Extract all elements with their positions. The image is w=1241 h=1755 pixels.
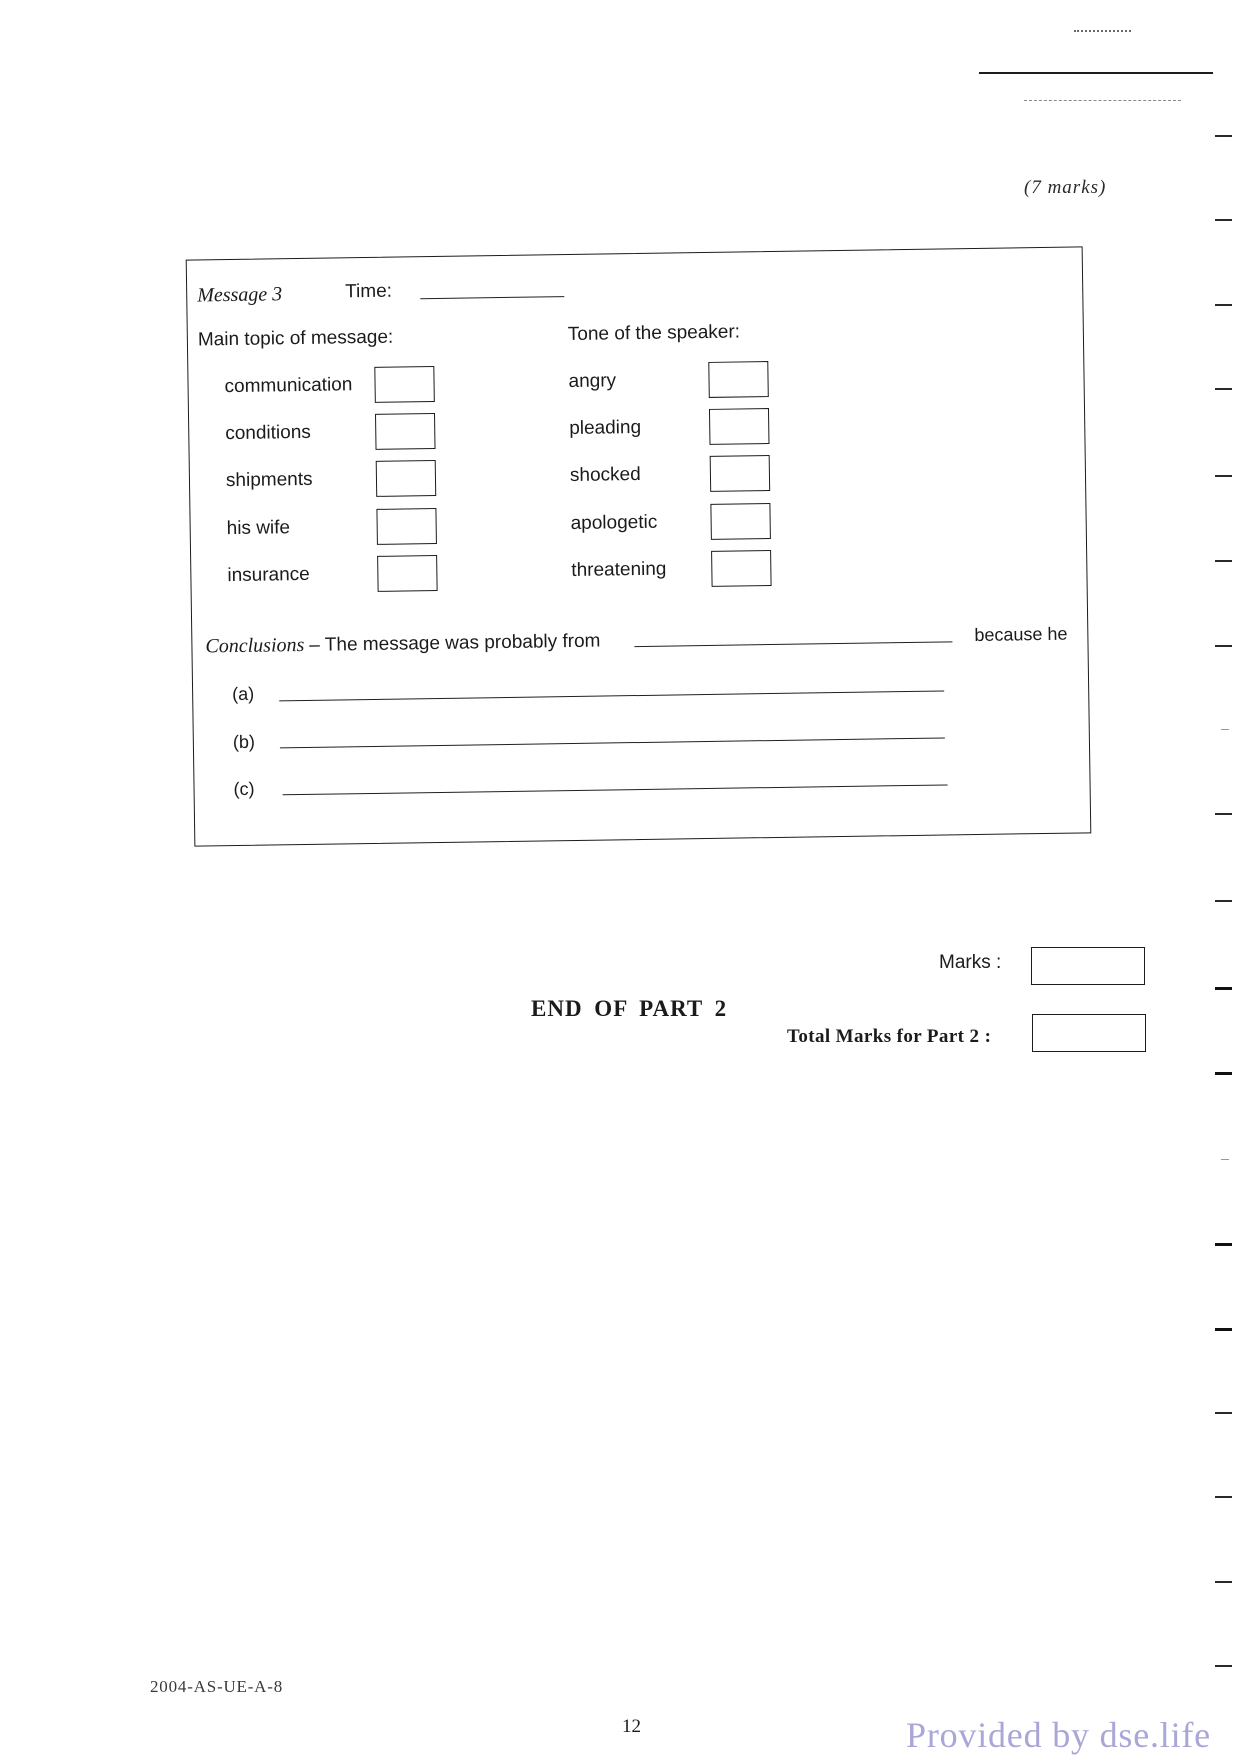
header-rule: [979, 72, 1213, 74]
edge-tick-mark: [1215, 645, 1232, 647]
marks-note: (7 marks): [1024, 177, 1107, 198]
tone-checkbox: [710, 503, 771, 540]
edge-tick-mark: [1221, 1159, 1229, 1160]
topic-checkbox: [377, 555, 438, 592]
topic-option-label: shipments: [225, 468, 313, 492]
total-marks-label: Total Marks for Part 2 :: [787, 1026, 992, 1047]
tone-checkbox: [711, 550, 772, 587]
tone-option-label: apologetic: [570, 511, 658, 535]
reason-label: (a): [231, 683, 255, 705]
because-label: because he: [974, 623, 1068, 646]
topic-checkbox: [374, 366, 435, 403]
tone-option-label: pleading: [569, 416, 642, 440]
edge-tick-mark: [1215, 1328, 1232, 1331]
edge-tick-mark: [1215, 1412, 1232, 1414]
reason-label: (c): [233, 778, 255, 800]
topic-option-label: conditions: [225, 421, 311, 445]
tone-option-label: angry: [568, 370, 617, 393]
scan-mark: [1074, 30, 1131, 32]
header-rule-faint: [1024, 100, 1181, 101]
edge-tick-mark: [1215, 475, 1232, 477]
edge-tick-mark: [1215, 560, 1232, 562]
watermark-text: Provided by dse.life: [906, 1715, 1211, 1755]
edge-tick-mark: [1215, 813, 1232, 815]
conclusions-line: [205, 630, 600, 659]
end-of-part-title: END OF PART 2: [531, 996, 728, 1021]
edge-tick-mark: [1221, 729, 1229, 730]
edge-tick-mark: [1215, 219, 1232, 221]
edge-tick-mark: [1215, 900, 1232, 902]
reason-label: (b): [232, 731, 256, 753]
topic-option-label: his wife: [226, 517, 291, 540]
paper-code: 2004-AS-UE-A-8: [150, 1677, 284, 1696]
topic-option-label: communication: [224, 374, 353, 398]
tone-checkbox: [710, 455, 771, 492]
conclusions-text: – The message was probably from: [309, 630, 601, 656]
conclusions-label: Conclusions: [205, 633, 305, 658]
reason-answer-line: [283, 784, 948, 795]
edge-tick-mark: [1215, 1665, 1232, 1667]
tone-option-label: threatening: [571, 558, 667, 581]
message-title: Message 3: [197, 283, 283, 307]
edge-tick-mark: [1215, 987, 1232, 990]
topic-heading: Main topic of message:: [197, 326, 394, 351]
tone-option-label: shocked: [569, 463, 641, 487]
edge-tick-mark: [1215, 1496, 1232, 1498]
time-answer-line: [420, 296, 564, 299]
edge-tick-mark: [1215, 1581, 1232, 1583]
tone-checkbox: [709, 408, 770, 445]
time-label: Time:: [345, 280, 393, 303]
edge-tick-mark: [1215, 304, 1232, 306]
page-number: 12: [622, 1716, 641, 1737]
topic-checkbox: [376, 460, 437, 497]
topic-checkbox: [375, 413, 436, 450]
tone-checkbox: [708, 361, 769, 398]
marks-box: [1031, 947, 1145, 985]
topic-checkbox: [376, 508, 437, 545]
total-marks-box: [1032, 1014, 1146, 1052]
edge-tick-mark: [1215, 135, 1232, 137]
tone-heading: Tone of the speaker:: [567, 321, 741, 346]
reason-answer-line: [279, 690, 944, 701]
reason-answer-line: [280, 737, 945, 748]
message-3-box: [186, 246, 1092, 846]
sender-answer-line: [634, 641, 952, 647]
edge-tick-mark: [1215, 388, 1232, 390]
topic-option-label: insurance: [227, 563, 310, 587]
edge-tick-mark: [1215, 1243, 1232, 1246]
marks-label: Marks :: [939, 952, 1002, 973]
edge-tick-mark: [1215, 1072, 1232, 1075]
